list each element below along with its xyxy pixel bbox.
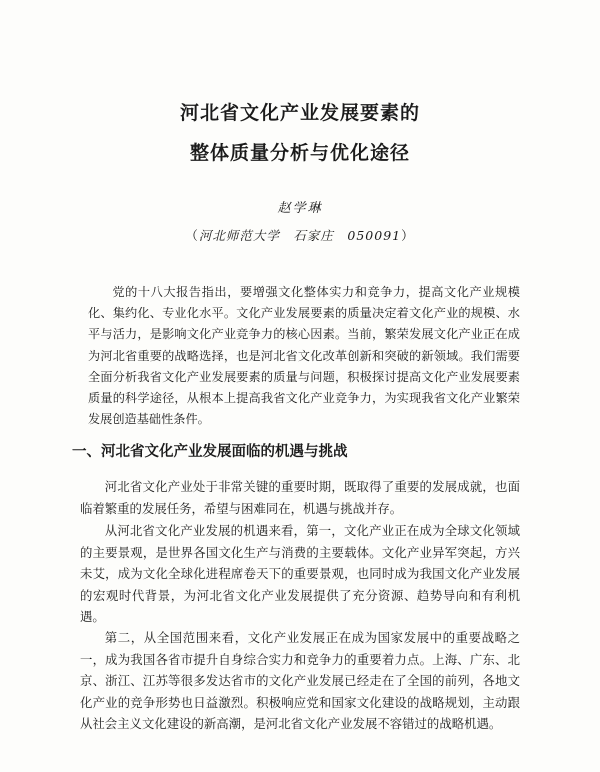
affiliation-open-paren: （	[185, 228, 199, 243]
body-paragraph: 河北省文化产业处于非常关键的重要时期，既取得了重要的发展成就，也面临着繁重的发展任务，希望与困难同在，机遇与挑战并存。	[80, 479, 520, 516]
author-name: 赵学琳	[277, 201, 323, 216]
affiliation-close-paren: ）	[401, 228, 415, 243]
body-paragraph: 第二，从全国范围来看，文化产业发展正在成为国家发展中的重要战略之一，成为我国各省市提升自身综合实力和竞争力的重要着力点。上海、广东、北京、浙江、江苏等很多发达省市的文化产业发展已经走在了全国的前列，各地文化产业的竞争形势也日益激烈。积极响应党和国家文化建设的战略规划，主动跟从社会主义文化建设的新高潮，是河北省文化产业发展不容错过的战略机遇。	[80, 630, 520, 732]
author-affiliation	[0, 226, 600, 244]
abstract-paragraph: 党的十八大报告指出，要增强文化整体实力和竞争力，提高文化产业规模化、集约化、专业化水平。文化产业发展要素的质量决定着文化产业的规模、水平与活力，是影响文化产业竞争力的核心因素。当前，繁荣发展文化产业正在成为河北省重要的战略选择，也是河北省文化改革创新和突破的新领域。我们需要全面分析我省文化产业发展要素的质量与问题，积极探讨提高文化产业发展要素质量的科学途径，从根本上提高我省文化产业竞争力，为实现我省文化产业繁荣发展创造基础性条件。	[88, 285, 520, 427]
article-title-line-2: 整体质量分析与优化途径	[189, 142, 410, 164]
article-title-line-1: 河北省文化产业发展要素的	[179, 102, 420, 124]
section-heading: 一、河北省文化产业发展面临的机遇与挑战	[72, 443, 348, 460]
affiliation-text: 河北师范大学 石家庄 050091	[198, 228, 402, 243]
body-paragraph: 从河北省文化产业发展的机遇来看，第一，文化产业正在成为全球文化领域的主要景观，是世界各国文化生产与消费的主要载体。文化产业异军突起，方兴未艾，成为文化全球化进程席卷天下的重要景观，也同时成为我国文化产业发展的宏观时代背景，为河北省文化产业发展提供了充分资源、趋势导向和有利机遇。	[80, 523, 520, 625]
